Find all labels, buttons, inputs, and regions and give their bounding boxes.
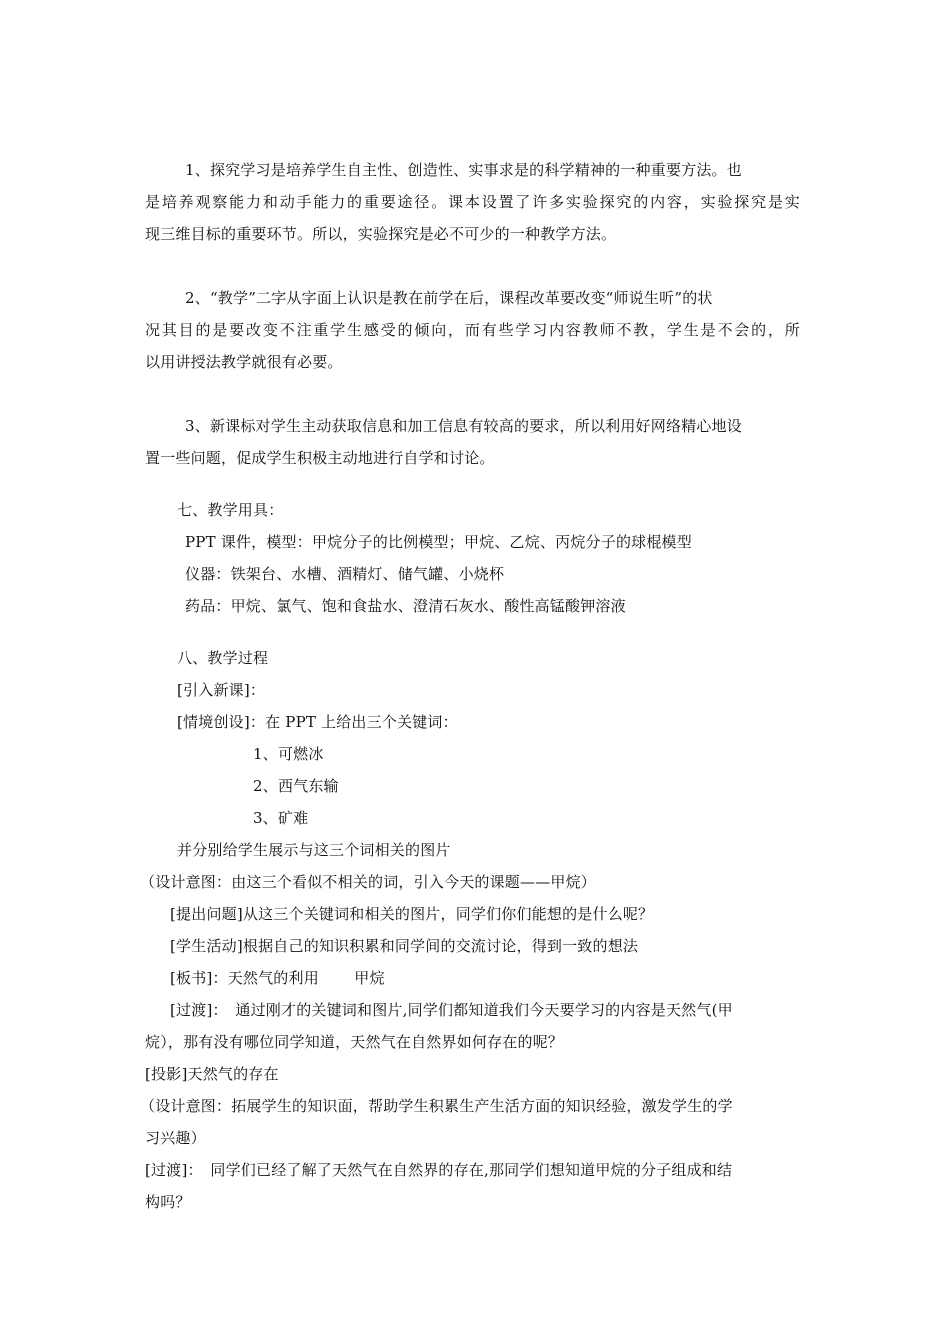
teaching-tools-item: PPT 课件，模型：甲烷分子的比例模型；甲烷、乙烷、丙烷分子的球棍模型 [185,533,692,551]
transition-1-line-2: 烷），那有没有哪位同学知道，天然气在自然界如何存在的呢？ [145,1033,564,1051]
section-8-heading: 八、教学过程 [177,649,269,667]
paragraph-1-line-2: 是培养观察能力和动手能力的重要途径。课本设置了许多实验探究的内容，实验探究是实 [145,193,800,211]
show-pictures-line: 并分别给学生展示与这三个词相关的图片 [177,841,451,859]
paragraph-2-line-1: 2、“教学”二字从字面上认识是教在前学在后，课程改革要改变“师说生听”的状 [185,289,713,307]
teaching-tools-item: 药品：甲烷、氯气、饱和食盐水、澄清石灰水、酸性高锰酸钾溶液 [185,597,626,615]
transition-2-line-1: [过渡]： 同学们已经了解了天然气在自然界的存在,那同学们想知道甲烷的分子组成和结 [145,1161,733,1179]
question-line: [提出问题]从这三个关键词和相关的图片，同学们你们能想的是什么呢？ [170,905,654,923]
keyword-item: 1、可燃冰 [253,745,324,763]
transition-1-line-1: [过渡]： 通过刚才的关键词和图片,同学们都知道我们今天要学习的内容是天然气(甲 [170,1001,733,1019]
teaching-tools-item: 仪器：铁架台、水槽、酒精灯、储气罐、小烧杯 [185,565,505,583]
activity-line: [学生活动]根据自己的知识积累和同学间的交流讨论，得到一致的想法 [170,937,639,955]
paragraph-3-line-1: 3、新课标对学生主动获取信息和加工信息有较高的要求，所以利用好网络精心地设 [185,417,742,435]
situation-line: [情境创设]：在 PPT 上给出三个关键词： [177,713,458,731]
paragraph-1-line-1: 1、探究学习是培养学生自主性、创造性、实事求是的科学精神的一种重要方法。也 [185,161,742,179]
design-intent-2-line-2: 习兴趣） [145,1129,206,1147]
paragraph-1-line-3: 现三维目标的重要环节。所以，实验探究是必不可少的一种教学方法。 [145,225,617,243]
design-intent-2-line-1: （设计意图：拓展学生的知识面，帮助学生积累生产生活方面的知识经验，激发学生的学 [140,1097,733,1115]
projection-line: [投影]天然气的存在 [145,1065,279,1083]
intro-label: [引入新课]： [177,681,266,699]
design-intent-1: （设计意图：由这三个看似不相关的词，引入今天的课题——甲烷） [140,873,597,891]
paragraph-3-line-2: 置一些问题，促成学生积极主动地进行自学和讨论。 [145,449,495,467]
paragraph-2-line-2: 况其目的是要改变不注重学生感受的倾向，而有些学习内容教师不教，学生是不会的，所 [145,321,800,339]
keyword-item: 3、矿难 [253,809,309,827]
board-line: [板书]：天然气的利用 甲烷 [170,969,385,987]
section-7-heading: 七、教学用具： [177,501,284,519]
paragraph-2-line-3: 以用讲授法教学就很有必要。 [145,353,343,371]
transition-2-line-2: 构吗？ [145,1193,191,1211]
keyword-item: 2、西气东输 [253,777,339,795]
